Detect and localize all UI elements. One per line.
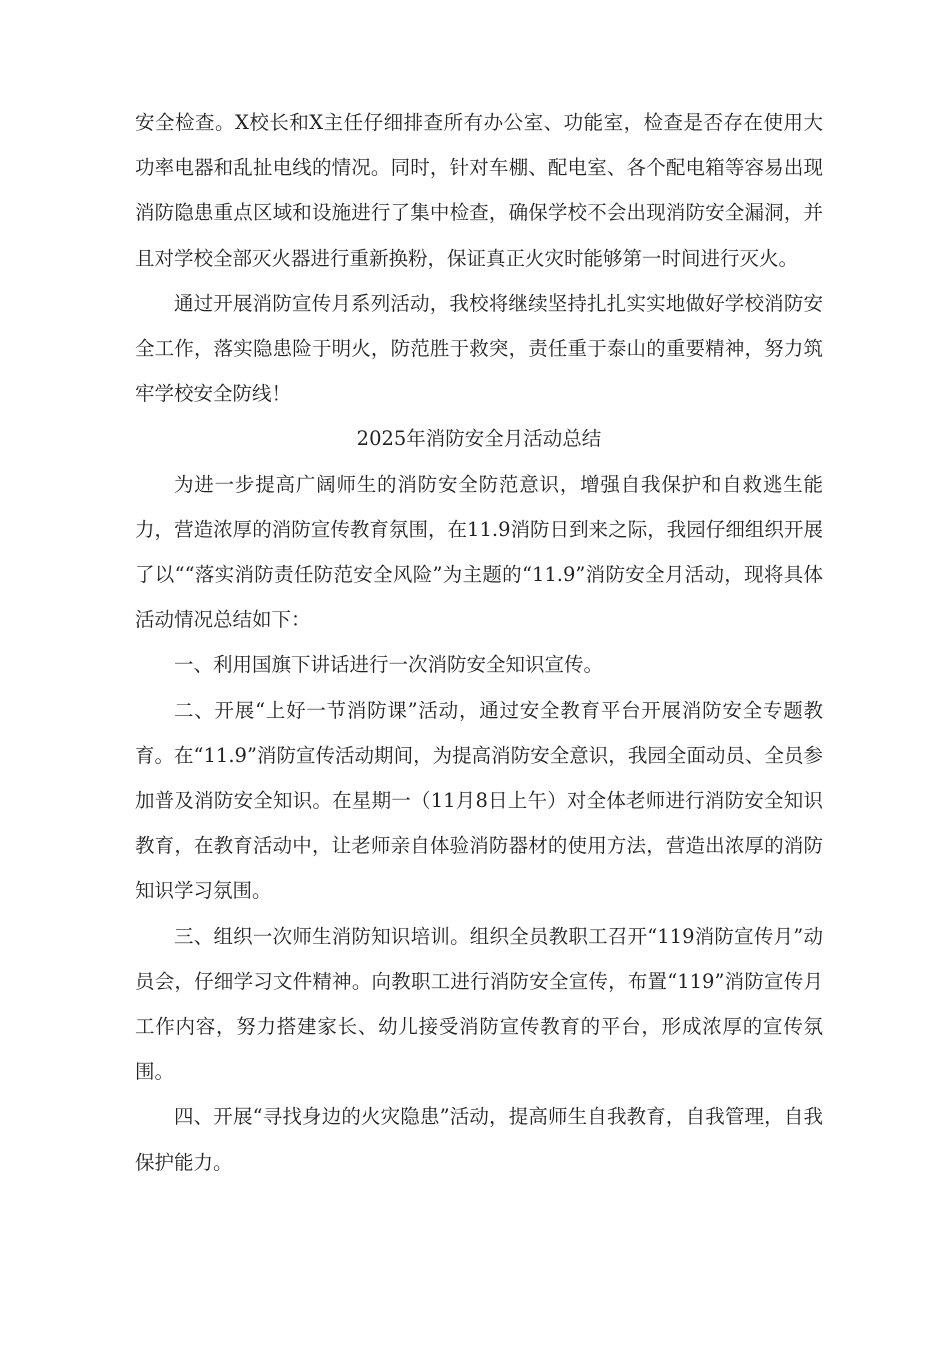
paragraph-item-four: 四、开展“寻找身边的火灾隐患”活动，提高师生自我教育，自我管理，自我保护能力。 [135, 1105, 823, 1174]
document-body [135, 100, 823, 1185]
paragraph-item-three: 三、组织一次师生消防知识培训。组织全员教职工召开“119消防宣传月”动员会，仔细学习文件精神。向教职工进行消防安全宣传，布置“119”消防宣传月工作内容，努力搭建家长、幼儿接受消防宣传教育的平台，形成浓厚的宣传氛围。 [135, 924, 823, 1084]
paragraph-safety-inspection: 安全检查。X校长和X主任仔细排查所有办公室、功能室，检查是否存在使用大功率电器和乱扯电线的情况。同时，针对车棚、配电室、各个配电箱等容易出现消防隐患重点区域和设施进行了集中检查，确保学校不会出现消防安全漏洞，并且对学校全部灭火器进行重新换粉，保证真正火灾时能够第一时间进行灭火。 [135, 111, 823, 270]
paragraph-introduction: 为进一步提高广阔师生的消防安全防范意识，增强自我保护和自救逃生能力，营造浓厚的消防宣传教育氛围，在11.9消防日到来之际，我园仔细组织开展了以““落实消防责任防范安全风险”为主题的“11.9”消防安全月活动，现将具体活动情况总结如下： [135, 472, 823, 632]
paragraph-item-one: 一、利用国旗下讲话进行一次消防安全知识宣传。 [174, 653, 604, 677]
paragraph-conclusion: 通过开展消防宣传月系列活动，我校将继续坚持扎扎实实地做好学校消防安全工作，落实隐患险于明火，防范胜于救突，责任重于泰山的重要精神，努力筑牢学校安全防线！ [135, 291, 823, 406]
section-title: 2025年消防安全月活动总结 [356, 427, 602, 451]
paragraph-item-two: 二、开展“上好一节消防课”活动，通过安全教育平台开展消防安全专题教育。在“11.9”消防宣传活动期间，为提高消防安全意识，我园全面动员、全员参加普及消防安全知识。在星期一（11月8日上午）对全体老师进行消防安全知识教育，在教育活动中，让老师亲自体验消防器材的使用方法，营造出浓厚的消防知识学习氛围。 [135, 698, 823, 903]
